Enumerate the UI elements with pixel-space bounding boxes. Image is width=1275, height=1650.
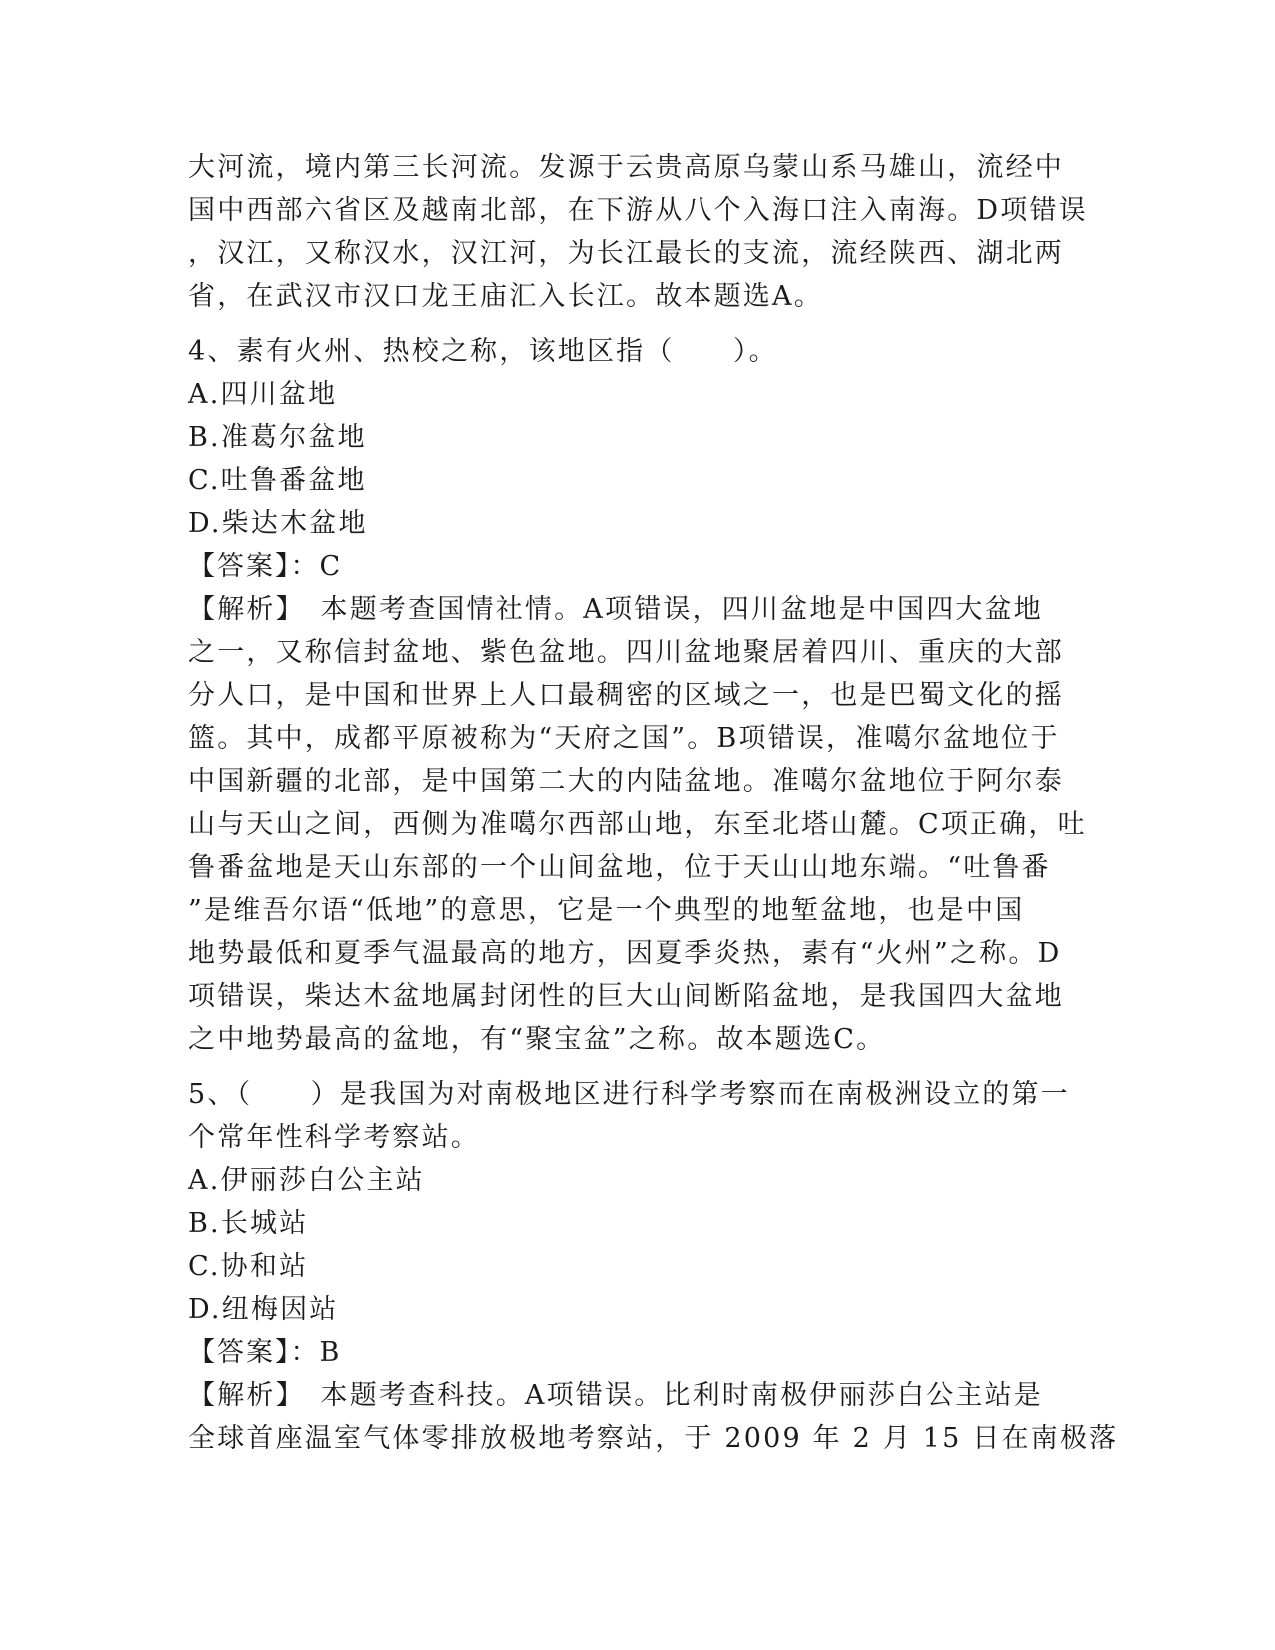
analysis-line: 鲁番盆地是天山东部的一个山间盆地，位于天山山地东端。“吐鲁番 [188, 852, 1051, 883]
option-d: D.纽梅因站 [188, 1294, 339, 1325]
analysis-line: 篮。其中，成都平原被称为“天府之国”。B项错误，准噶尔盆地位于 [188, 723, 1060, 754]
analysis-line: 全球首座温室气体零排放极地考察站，于 2009 年 2 月 15 日在南极落 [188, 1423, 1119, 1454]
question-stem: 个常年性科学考察站。 [188, 1122, 480, 1153]
analysis-line: 项错误，柴达木盆地属封闭性的巨大山间断陷盆地，是我国四大盆地 [188, 981, 1064, 1012]
analysis-line: ”是维吾尔语“低地”的意思，它是一个典型的地堑盆地，也是中国 [188, 895, 1025, 926]
text-line: ，汉江，又称汉水，汉江河，为长江最长的支流，流经陕西、湖北两 [188, 238, 1064, 269]
text-line: 国中西部六省区及越南北部，在下游从八个入海口注入南海。D项错误 [188, 195, 1088, 226]
analysis-line: 之一，又称信封盆地、紫色盆地。四川盆地聚居着四川、重庆的大部 [188, 637, 1064, 668]
answer-line: 【答案】：C [188, 551, 343, 582]
question-stem: 5、（ ）是我国为对南极地区进行科学考察而在南极洲设立的第一 [188, 1079, 1070, 1110]
question-stem: 4、素有火州、热校之称，该地区指（ ）。 [188, 336, 778, 367]
option-d: D.柴达木盆地 [188, 508, 368, 539]
previous-analysis-continuation [188, 146, 1088, 318]
analysis-line: 中国新疆的北部，是中国第二大的内陆盆地。准噶尔盆地位于阿尔泰 [188, 766, 1064, 797]
text-line: 省，在武汉市汉口龙王庙汇入长江。故本题选A。 [188, 281, 823, 312]
question-5 [188, 1073, 1119, 1460]
document-page [188, 146, 1119, 1460]
option-c: C.吐鲁番盆地 [188, 465, 367, 496]
analysis-line: 分人口，是中国和世界上人口最稠密的区域之一，也是巴蜀文化的摇 [188, 680, 1064, 711]
option-c: C.协和站 [188, 1251, 309, 1282]
text-line: 大河流，境内第三长河流。发源于云贵高原乌蒙山系马雄山，流经中 [188, 152, 1064, 183]
analysis-line: 山与天山之间，西侧为准噶尔西部山地，东至北塔山麓。C项正确，吐 [188, 809, 1087, 840]
option-a: A.伊丽莎白公主站 [188, 1165, 425, 1196]
analysis-line: 【解析】 本题考查国情社情。A项错误，四川盆地是中国四大盆地 [188, 594, 1043, 625]
analysis-line: 地势最低和夏季气温最高的地方，因夏季炎热，素有“火州”之称。D [188, 938, 1062, 969]
question-4 [188, 330, 1088, 1061]
answer-line: 【答案】：B [188, 1337, 342, 1368]
option-a: A.四川盆地 [188, 379, 338, 410]
analysis-line: 之中地势最高的盆地，有“聚宝盆”之称。故本题选C。 [188, 1024, 886, 1055]
option-b: B.准葛尔盆地 [188, 422, 367, 453]
analysis-line: 【解析】 本题考查科技。A项错误。比利时南极伊丽莎白公主站是 [188, 1380, 1043, 1411]
option-b: B.长城站 [188, 1208, 309, 1239]
